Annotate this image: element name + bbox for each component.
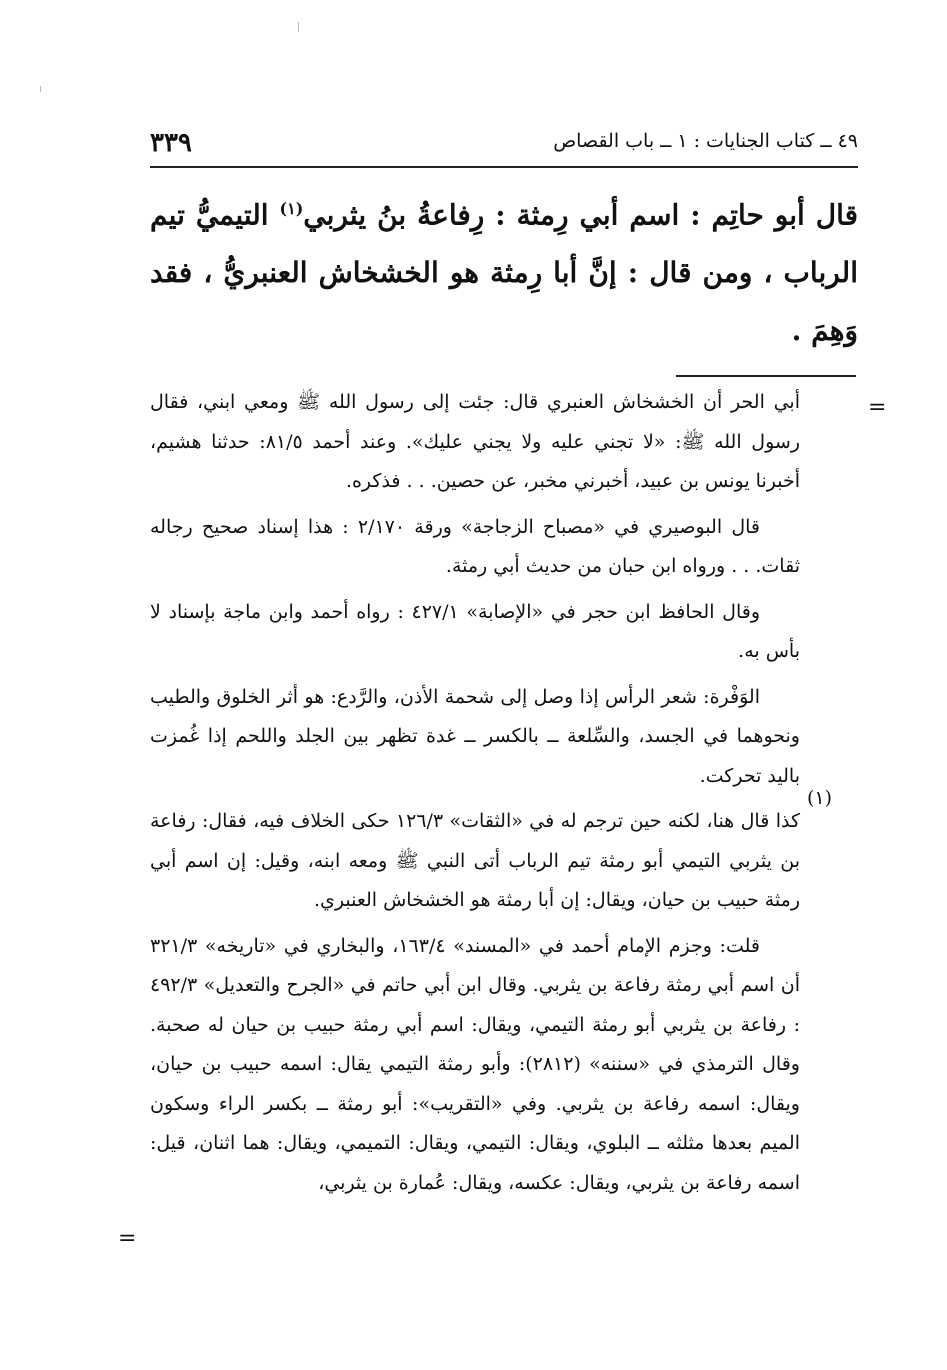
footnote-paragraph: وقال الحافظ ابن حجر في «الإصابة» ٤٢٧/١ : رواه أحمد وابن ماجة بإسناد لا بأس به. (150, 600, 800, 662)
scan-speck (40, 86, 41, 92)
header-rule (150, 166, 858, 168)
footnote-marker: (١) (807, 787, 833, 809)
continuation-mark-bottom: = (118, 1226, 137, 1251)
page-number: ٣٣٩ (150, 128, 192, 158)
footnote-paragraph: الوَفْرة: شعر الرأس إذا وصل إلى شحمة الأذن، والرَّدع: هو أثر الخلوق والطيب ونحوهما في الجسد، والسِّلعة ــ بالكسر ــ غدة تظهر بين الجلد واللحم إذا غُمزت باليد تحركت. (150, 685, 800, 787)
main-text-part2: التيميُّ تيم الرباب ، ومن قال : إنَّ أبا رِمثة هو الخشخاش العنبريُّ ، فقد وَهِمَ . (150, 198, 858, 348)
footnote-paragraph: قال البوصيري في «مصباح الزجاجة» ورقة ٢/١٧٠ : هذا إسناد صحيح رجاله ثقات. . . ورواه ابن حبان من حديث أبي رمثة. (150, 515, 800, 577)
footnote-paragraph: كذا قال هنا، لكنه حين ترجم له في «الثقات» ١٢٦/٣ حكى الخلاف فيه، فقال: رفاعة بن يثربي التيمي أبو رمثة تيم الرباب أتى النبي ﷺ ومعه ابنه، وقيل: إن اسم أبي رمثة حبيب بن حيان، ويقال: إن أبا رمثة هو الخشخاش العنبري. (150, 810, 801, 911)
running-head: ٤٩ ــ كتاب الجنايات : ١ ــ باب القصاص (553, 130, 858, 152)
page-header (150, 128, 858, 162)
main-text-part1: قال أبو حاتِم : اسم أبي رِمثة : رِفاعةُ بنُ يثربي (303, 198, 859, 232)
main-text (150, 180, 858, 360)
footnote-separator (676, 375, 856, 377)
footnotes (150, 383, 800, 1203)
scan-speck (298, 22, 299, 32)
footnote-paragraph: أبي الحر أن الخشخاش العنبري قال: جئت إلى رسول الله ﷺ ومعي ابني، فقال رسول الله ﷺ: «لا تجني عليه ولا يجني عليك». وعند أحمد ٨١/٥: حدثنا هشيم، أخبرنا يونس بن عبيد، أخبرني مخبر، عن حصين. . . فذكره. (150, 391, 800, 492)
footnote-paragraph: قلت: وجزم الإمام أحمد في «المسند» ١٦٣/٤، والبخاري في «تاريخه» ٣٢١/٣ أن اسم أبي رمثة رفاعة بن يثربي. وقال ابن أبي حاتم في «الجرح والتعديل» ٤٩٢/٣ : رفاعة بن يثربي أبو رمثة التيمي، ويقال: اسم أبي رمثة حبيب بن حيان له صحبة. وقال الترمذي في «سننه» (٢٨١٢): وأبو رمثة التيمي يقال: اسمه حبيب بن حيان، ويقال: اسمه رفاعة بن يثربي. وفي «التقريب»: أبو رمثة ــ بكسر الراء وسكون الميم بعدها مثلثه ــ البلوي، ويقال: التيمي، ويقال: التميمي، ويقال: هما اثنان، قيل: اسمه رفاعة بن يثربي، ويقال: عكسه، ويقال: عُمارة بن يثربي، (150, 934, 800, 1194)
continuation-mark-top: = (868, 395, 887, 420)
footnote-reference: (١) (279, 199, 304, 218)
